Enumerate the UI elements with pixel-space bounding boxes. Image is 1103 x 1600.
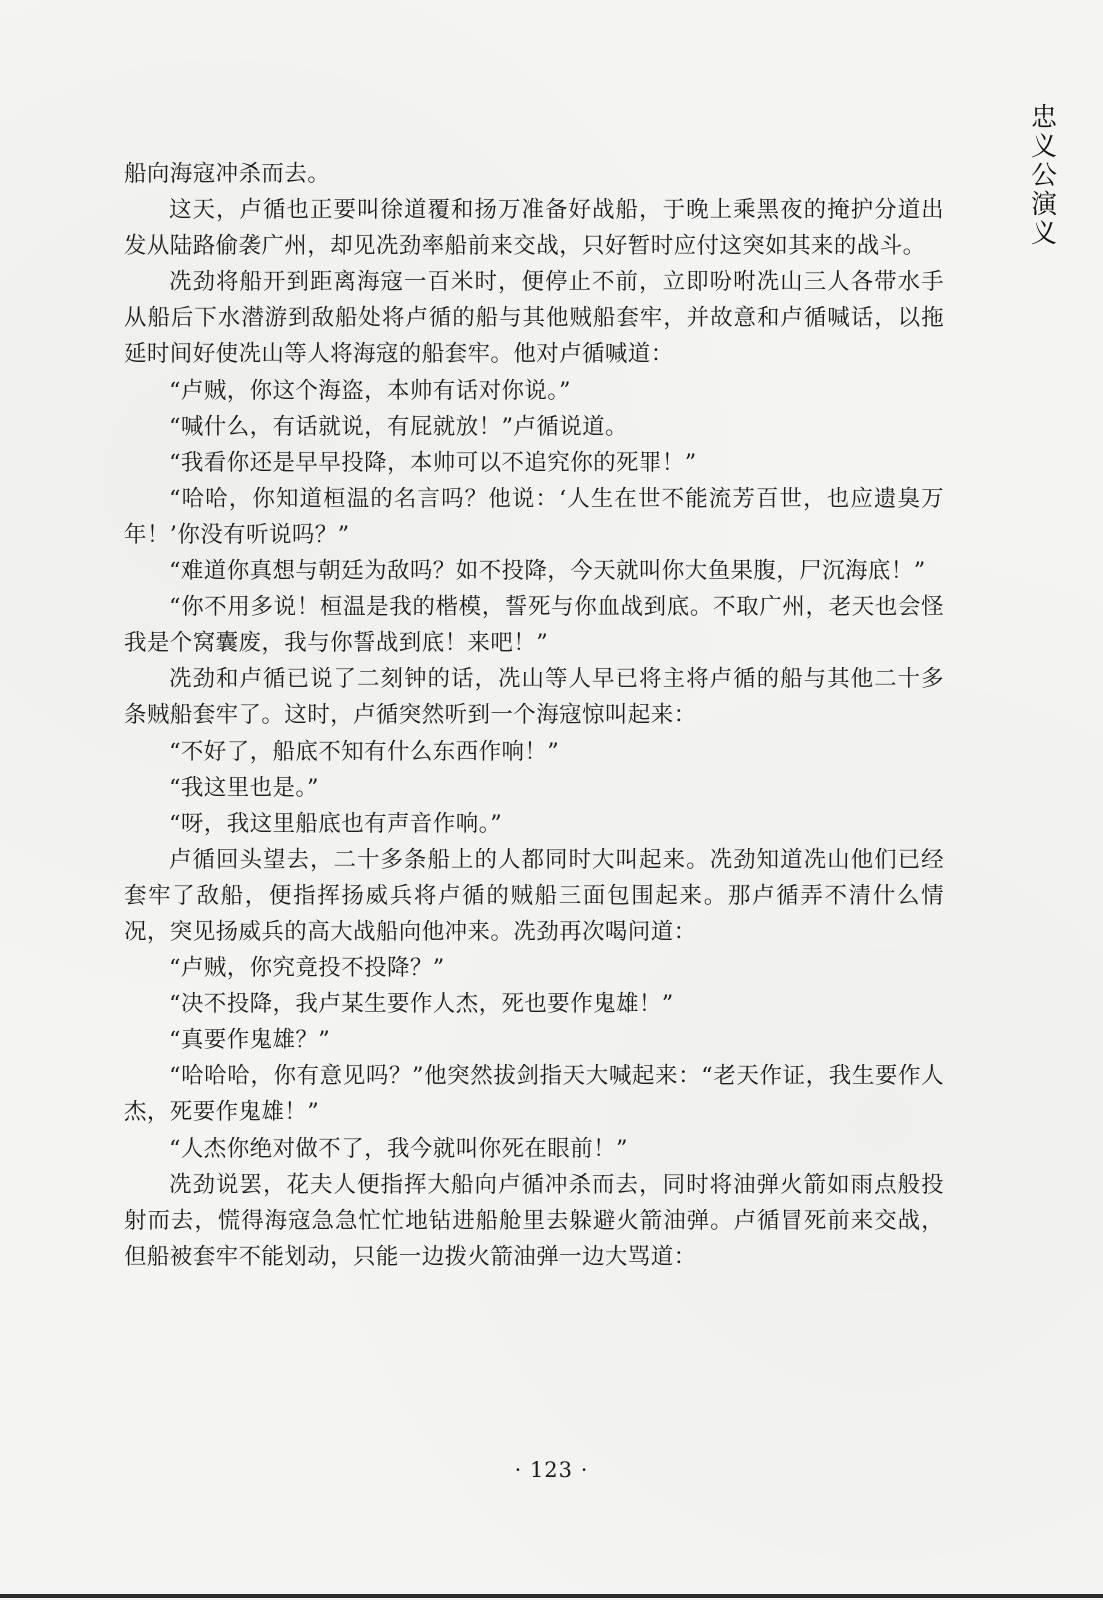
paragraph: “卢贼，你究竟投不投降？”	[169, 955, 445, 982]
running-title-char: 演	[1030, 190, 1057, 220]
paragraph: 冼劲说罢，花夫人便指挥大船向卢循冲杀而去，同时将油弹火箭如雨点般投射而去，慌得海寇急急忙忙地钻进船舱里去躲避火箭油弹。卢循冒死前来交战，但船被套牢不能划动，只能一边拨火箭油弹一边大骂道：	[124, 1171, 944, 1270]
paragraph: “难道你真想与朝廷为敌吗？如不投降，今天就叫你大鱼果腹，尸沉海底！”	[169, 558, 926, 585]
paragraph: 冼劲和卢循已说了二刻钟的话，冼山等人早已将主将卢循的船与其他二十多条贼船套牢了。这时，卢循突然听到一个海寇惊叫起来：	[124, 666, 944, 729]
page-number: · 123 ·	[514, 1458, 589, 1482]
paragraph: 卢循回头望去，二十多条船上的人都同时大叫起来。冼劲知道冼山他们已经套牢了敌船，便指挥扬威兵将卢循的贼船三面包围起来。那卢循弄不清什么情况，突见扬威兵的高大战船向他冲来。冼劲再次喝问道：	[124, 846, 944, 945]
paragraph: “喊什么，有话就说，有屁就放！”卢循说道。	[169, 413, 628, 440]
paragraph: 这天，卢循也正要叫徐道覆和扬万准备好战船，于晚上乘黑夜的掩护分道出发从陆路偷袭广州，却见冼劲率船前来交战，只好暂时应付这突如其来的战斗。	[124, 197, 944, 260]
running-title-vertical	[1024, 104, 1064, 249]
paragraph: “卢贼，你这个海盗，本帅有话对你说。”	[169, 377, 571, 404]
running-title-char: 义	[1030, 132, 1057, 162]
running-title-char: 忠	[1030, 103, 1057, 133]
running-title-char: 公	[1030, 161, 1057, 191]
paragraph: 冼劲将船开到距离海寇一百米时，便停止不前，立即吩咐冼山三人各带水手从船后下水潜游到敌船处将卢循的船与其他贼船套牢，并故意和卢循喊话，以拖延时间好使冼山等人将海寇的船套牢。他对卢循喊道：	[124, 269, 944, 368]
bottom-edge-line	[0, 1594, 1103, 1598]
running-title-char: 义	[1030, 219, 1057, 249]
paragraph: “人杰你绝对做不了，我今就叫你死在眼前！”	[169, 1135, 628, 1162]
paragraph: “你不用多说！桓温是我的楷模，誓死与你血战到底。不取广州，老天也会怪我是个窝囊废，我与你誓战到底！来吧！”	[124, 594, 944, 657]
paragraph: “真要作鬼雄？”	[169, 1027, 331, 1054]
body-text	[124, 156, 944, 1275]
paragraph: “呀，我这里船底也有声音作响。”	[169, 810, 503, 837]
paragraph: “我看你还是早早投降，本帅可以不追究你的死罪！”	[169, 449, 697, 476]
paragraph: “不好了，船底不知有什么东西作响！”	[169, 738, 560, 765]
paragraph: “我这里也是。”	[169, 774, 319, 801]
paragraph: “哈哈，你知道桓温的名言吗？他说：‘人生在世不能流芳百世，也应遗臭万年！’你没有听说吗？”	[124, 485, 944, 548]
paragraph: “决不投降，我卢某生要作人杰，死也要作鬼雄！”	[169, 991, 674, 1018]
paragraph: 船向海寇冲杀而去。	[124, 161, 331, 187]
paragraph: “哈哈哈，你有意见吗？”他突然拔剑指天大喊起来：“老天作证，我生要作人杰，死要作鬼雄！”	[124, 1063, 944, 1126]
